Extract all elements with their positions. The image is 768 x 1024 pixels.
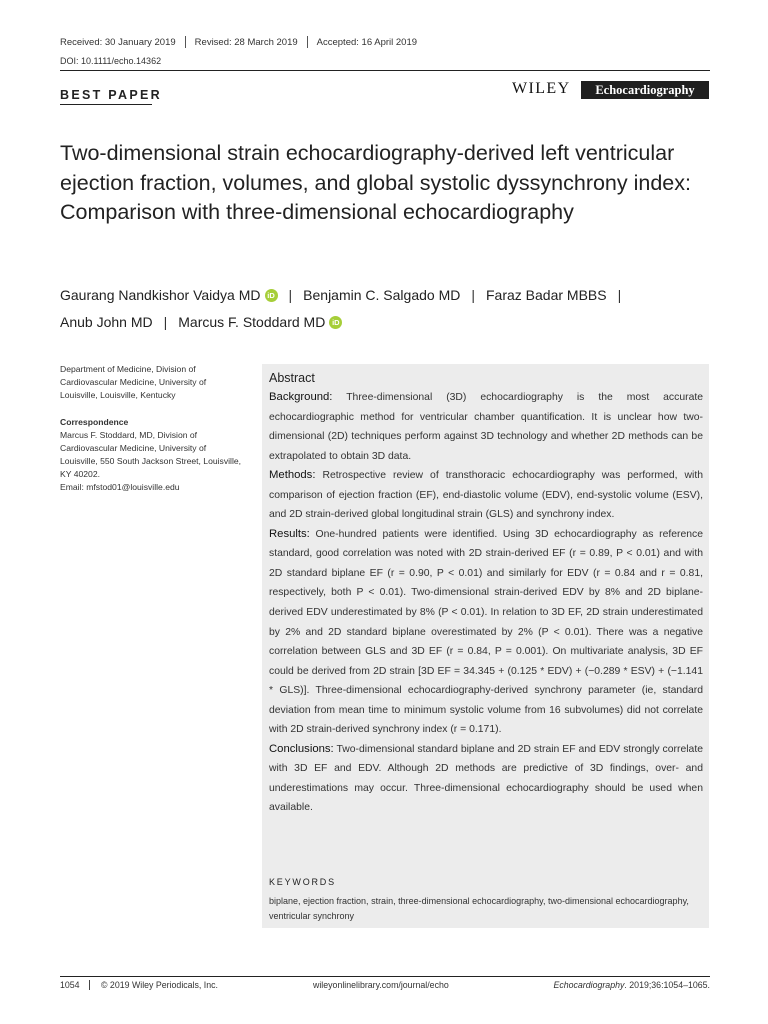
- footer-rule: [60, 976, 710, 977]
- page-footer: [60, 980, 710, 994]
- abstract-body: [269, 388, 703, 818]
- results-text: One-hundred patients were identified. Using 3D echocardiography as reference standard, good correlation was noted with 2D strain-derived EF (r = 0.89, P < 0.01) and with 2D standard biplane EF (r = 0.90, P < 0.01) and similarly for EDV (r = 0.84 and r = 0.81, respectively, both P < 0.01). Two-dimensional strain-derived EDV by 8% and 2D biplane-derived EDV underestimated by 8% (P < 0.01). In relation to 3D EF, 2D strain underestimated by 2% and 2D standard biplane overestimated by 2% (P < 0.01). There was a negative correlation between GLS and 3D EF (r = 0.84, P = 0.001). On multivariate analysis, 3D EF could be derived from 2D strain [3D EF = 34.345 + (0.125 * EDV) + (−0.289 * ESV) + (−1.141 * GLS)]. Three-dimensional echocardiography-derived synchrony parameter (ie, standard deviation from mean time to minimum systolic volume from 16 subvolumes) did not correlate with 2D strain-derived synchrony index (r = 0.171).: [269, 528, 704, 736]
- revised-date: Revised: 28 March 2019: [194, 36, 298, 48]
- abstract-conclusions: [269, 740, 703, 818]
- citation-journal: Echocardiography: [553, 980, 625, 990]
- footer-separator: [89, 980, 90, 990]
- abstract-background: [269, 388, 703, 466]
- citation: [553, 980, 710, 990]
- author-separator: |: [617, 287, 622, 303]
- author-separator: |: [163, 314, 168, 330]
- results-label: Results:: [269, 527, 310, 540]
- author-line: [60, 314, 342, 330]
- abstract-results: [269, 525, 703, 740]
- article-title: Two-dimensional strain echocardiography-derived left ventricular ejection fraction, volumes, and global systolic dyssynchrony index: Comparison with three-dimensional echocardiography: [60, 141, 691, 224]
- section-label: BEST PAPER: [60, 88, 162, 102]
- author-separator: |: [288, 287, 293, 303]
- affiliation: Department of Medicine, Division of Cardiovascular Medicine, University of Louisville, Louisville, Kentucky: [60, 364, 207, 400]
- doi[interactable]: DOI: 10.1111/echo.14362: [60, 56, 162, 66]
- citation-details: . 2019;36:1054–1065.: [624, 980, 710, 990]
- author-name[interactable]: Marcus F. Stoddard MD: [178, 314, 326, 330]
- keywords-text: biplane, ejection fraction, strain, three-dimensional echocardiography, two-dimensional echocardiography, ventricular synchrony: [269, 896, 689, 921]
- date-separator: [185, 36, 186, 48]
- page-number: 1054: [60, 980, 80, 990]
- header-rule: [60, 70, 710, 71]
- correspondence-label: Correspondence: [60, 417, 129, 427]
- author-name[interactable]: Benjamin C. Salgado MD: [303, 287, 461, 303]
- section-underline: [60, 104, 152, 105]
- copyright: © 2019 Wiley Periodicals, Inc.: [101, 980, 218, 990]
- accepted-date: Accepted: 16 April 2019: [316, 36, 418, 48]
- abstract-methods: [269, 466, 703, 525]
- date-separator: [307, 36, 308, 48]
- background-text: Three-dimensional (3D) echocardiography is the most accurate echocardiographic method for ventricular chamber quantification. It is unclear how two-dimensional (2D) techniques perform against 3D technology and whether 2D methods can be extrapolated to obtain 3D data.: [269, 392, 704, 462]
- orcid-icon[interactable]: iD: [265, 289, 278, 302]
- publisher-logo: WILEY: [512, 80, 571, 97]
- author-separator: |: [471, 287, 475, 303]
- journal-url[interactable]: wileyonlinelibrary.com/journal/echo: [313, 980, 449, 990]
- correspondence-email[interactable]: Email: mfstod01@louisville.edu: [60, 482, 180, 492]
- conclusions-text: Two-dimensional standard biplane and 2D strain EF and EDV strongly correlate with 3D EF and EDV. Although 2D methods are predictive of 3D findings, over- and underestimations may occur. Three-dimensional echocardiography should be used when available.: [269, 743, 703, 814]
- journal-badge: Echocardiography: [581, 81, 709, 99]
- author-name[interactable]: Gaurang Nandkishor Vaidya MD: [60, 287, 261, 303]
- abstract-heading: Abstract: [269, 371, 315, 385]
- received-date: Received: 30 January 2019: [60, 36, 176, 48]
- article-dates: [60, 36, 417, 48]
- conclusions-label: Conclusions:: [269, 742, 334, 755]
- author-name[interactable]: Faraz Badar MBBS: [485, 287, 607, 303]
- correspondence-block: [60, 429, 245, 494]
- methods-label: Methods:: [269, 469, 316, 482]
- correspondence-address: Marcus F. Stoddard, MD, Division of Cardiovascular Medicine, University of Louisville, 550 South Jackson Street, Louisville, KY 40202.: [60, 430, 242, 479]
- author-line: [60, 287, 632, 303]
- methods-text: Retrospective review of transthoracic echocardiography was performed, with comparison of ejection fraction (EF), end-diastolic volume (EDV), end-systolic volume (ESV), and 2D strain-derived global longitudinal strain (GLS) and synchrony index.: [269, 470, 703, 521]
- keywords-heading: KEYWORDS: [269, 877, 336, 887]
- orcid-icon[interactable]: iD: [329, 316, 342, 329]
- author-name[interactable]: Anub John MD: [60, 314, 153, 330]
- background-label: Background:: [269, 391, 333, 403]
